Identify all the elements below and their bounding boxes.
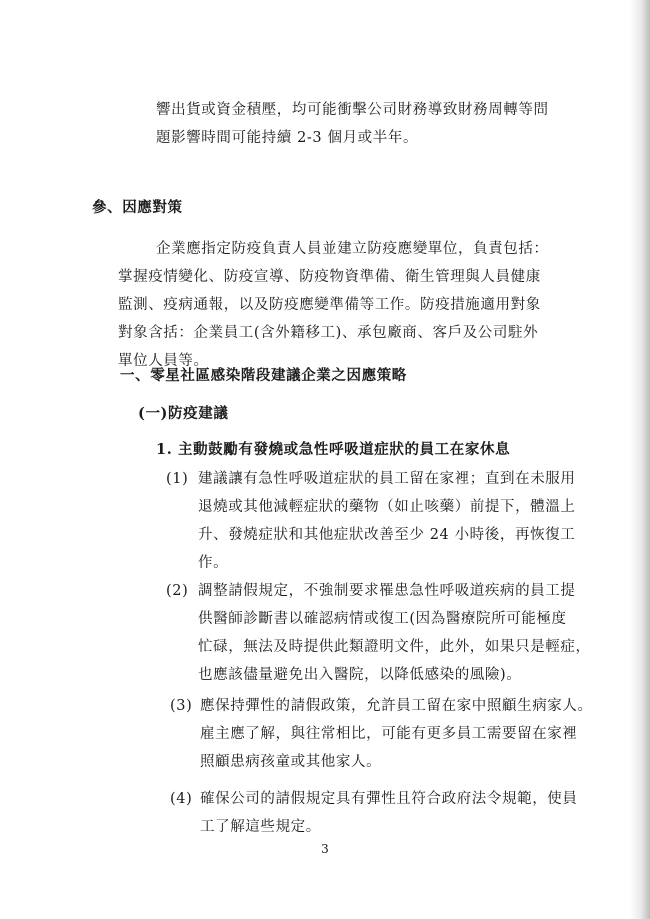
intro-line: 題影響時間可能持續 2-3 個月或半年。: [156, 130, 419, 146]
list-item-line: 退燒或其他減輕症狀的藥物（如止咳藥）前提下，體溫上: [198, 499, 576, 515]
paragraph-line: 監測、疫病通報，以及防疫應變準備等工作。防疫措施適用對象: [118, 297, 541, 313]
item-heading: 1. 主動鼓勵有發燒或急性呼吸道症狀的員工在家休息: [156, 441, 511, 458]
list-item-line: 照顧患病孩童或其他家人。: [200, 754, 382, 770]
section-heading: 參、因應對策: [92, 199, 183, 216]
list-number: (1): [166, 471, 189, 487]
list-item-line: 作。: [198, 555, 229, 571]
list-item-line: 升、發燒症狀和其他症狀改善至少 24 小時後，再恢復工: [198, 527, 576, 543]
paragraph-line: 對象含括：企業員工(含外籍移工)、承包廠商、客戶及公司駐外: [118, 325, 539, 341]
list-number: (2): [166, 583, 189, 599]
paragraph-line: 企業應指定防疫負責人員並建立防疫應變單位，負責包括：: [156, 241, 549, 257]
list-item-line: 應保持彈性的請假政策，允許員工留在家中照顧生病家人。: [200, 698, 593, 714]
list-item-line: 調整請假規定，不強制要求罹患急性呼吸道疾病的員工提: [198, 583, 576, 599]
list-item-line: 工了解這些規定。: [200, 819, 321, 835]
list-item-line: 也應該儘量避免出入醫院，以降低感染的風險)。: [198, 667, 522, 683]
page-number: 3: [321, 842, 329, 856]
paragraph-line: 掌握疫情變化、防疫宣導、防疫物資準備、衛生管理與人員健康: [118, 269, 541, 285]
intro-line: 響出貨或資金積壓，均可能衝擊公司財務導致財務周轉等問: [156, 102, 549, 118]
sub-heading: (一)防疫建議: [138, 405, 229, 422]
list-number: (3): [170, 698, 193, 714]
list-item-line: 供醫師診斷書以確認病情或復工(因為醫療院所可能極度: [198, 611, 567, 627]
list-item-line: 雇主應了解，與往常相比，可能有更多員工需要留在家裡: [200, 726, 578, 742]
list-item-line: 建議讓有急性呼吸道症狀的員工留在家裡；直到在未服用: [198, 471, 576, 487]
list-item-line: 忙碌，無法及時提供此類證明文件，此外，如果只是輕症，: [198, 639, 591, 655]
paragraph-line: 單位人員等。: [118, 353, 209, 369]
subsection-heading: 一、零星社區感染階段建議企業之因應策略: [120, 367, 407, 384]
list-item-line: 確保公司的請假規定具有彈性且符合政府法令規範，使員: [200, 791, 578, 807]
scan-shadow-edge: [630, 0, 650, 919]
list-number: (4): [170, 791, 193, 807]
